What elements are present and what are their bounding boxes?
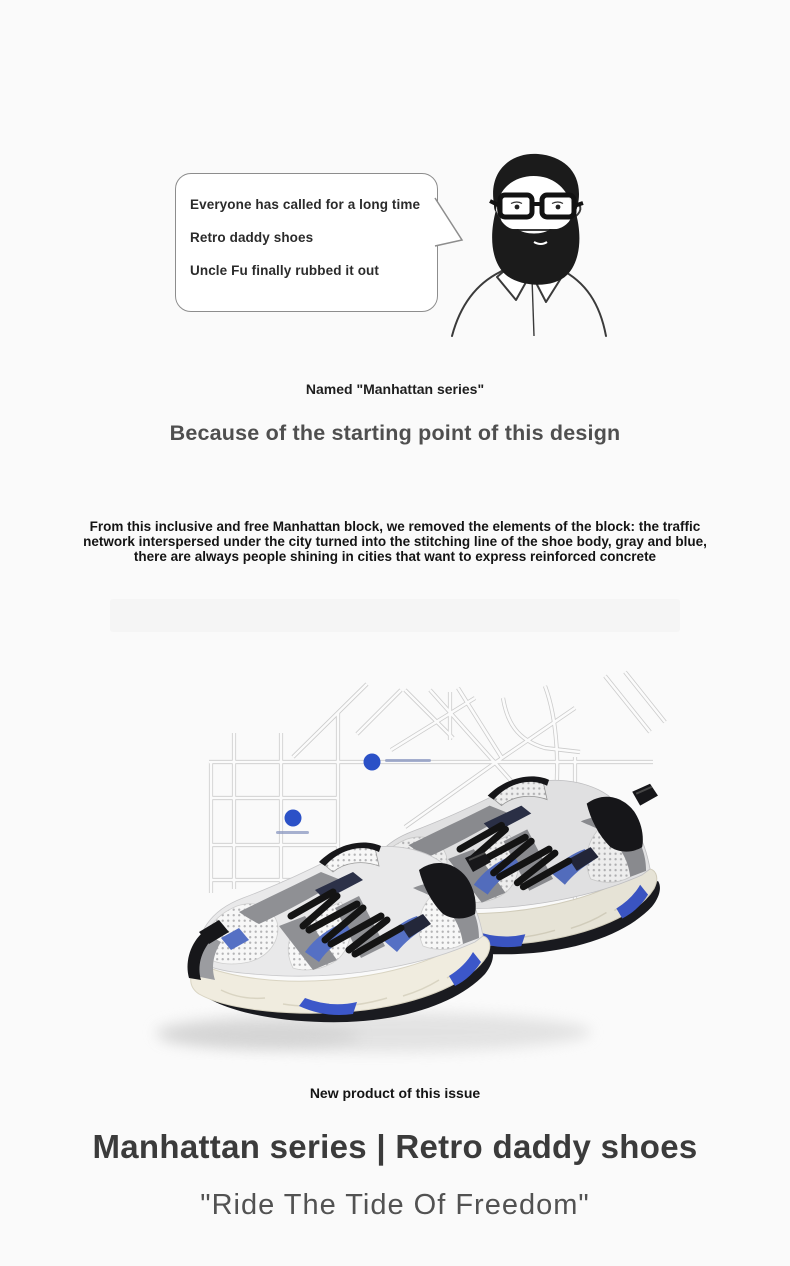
description-line-1: From this inclusive and free Manhattan block, we removed the elements of the block: the traffic — [89, 519, 701, 534]
speech-line-3: Uncle Fu finally rubbed it out — [190, 263, 380, 278]
bearded-man-illustration — [448, 152, 610, 338]
product-photo — [105, 612, 685, 1067]
speech-bubble — [175, 173, 438, 312]
slogan-quote: "Ride The Tide Of Freedom" — [200, 1189, 590, 1221]
map-marker — [364, 754, 381, 771]
product-title: Manhattan series | Retro daddy shoes — [92, 1128, 698, 1165]
product-photo-graphic — [105, 612, 685, 1067]
description-line-2: network interspersed under the city turned into the stitching line of the shoe body, gray and blue, — [83, 534, 707, 550]
description-line-3: there are always people shining in cities that want to express reinforced concrete — [133, 549, 657, 565]
new-product-caption: New product of this issue — [309, 1085, 481, 1101]
design-heading: Because of the starting point of this design — [169, 421, 621, 445]
description-paragraph — [0, 519, 790, 565]
series-name-caption: Named "Manhattan series" — [305, 381, 485, 397]
speech-line-1: Everyone has called for a long time — [190, 197, 421, 212]
speech-bubble-tail — [434, 194, 466, 250]
speech-line-2: Retro daddy shoes — [190, 230, 314, 245]
map-marker — [285, 810, 302, 827]
